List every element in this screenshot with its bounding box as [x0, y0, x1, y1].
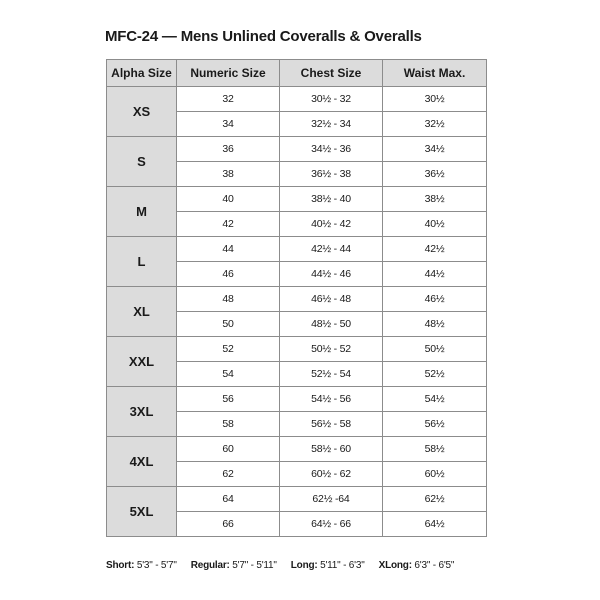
page-title: MFC-24 — Mens Unlined Coveralls & Overalls [105, 28, 422, 45]
header-alpha-size: Alpha Size [107, 60, 177, 87]
alpha-size-cell: 4XL [107, 437, 177, 487]
table-row [107, 487, 487, 512]
numeric-size-cell: 52 [177, 337, 280, 362]
table-row [107, 437, 487, 462]
size-chart-table [106, 59, 487, 537]
chest-size-cell: 56½ - 58 [280, 412, 383, 437]
waist-max-cell: 30½ [383, 87, 487, 112]
waist-max-cell: 48½ [383, 312, 487, 337]
inseam-legend-label: XLong: [378, 560, 412, 571]
waist-max-cell: 52½ [383, 362, 487, 387]
alpha-size-cell: 5XL [107, 487, 177, 537]
chest-size-cell: 52½ - 54 [280, 362, 383, 387]
waist-max-cell: 64½ [383, 512, 487, 537]
numeric-size-cell: 32 [177, 87, 280, 112]
chest-size-cell: 32½ - 34 [280, 112, 383, 137]
numeric-size-cell: 38 [177, 162, 280, 187]
table-row [107, 87, 487, 112]
waist-max-cell: 40½ [383, 212, 487, 237]
table-row [107, 137, 487, 162]
inseam-legend-label: Regular: [190, 560, 230, 571]
waist-max-cell: 38½ [383, 187, 487, 212]
numeric-size-cell: 50 [177, 312, 280, 337]
chest-size-cell: 46½ - 48 [280, 287, 383, 312]
chest-size-cell: 48½ - 50 [280, 312, 383, 337]
waist-max-cell: 54½ [383, 387, 487, 412]
numeric-size-cell: 48 [177, 287, 280, 312]
waist-max-cell: 36½ [383, 162, 487, 187]
alpha-size-cell: XXL [107, 337, 177, 387]
chest-size-cell: 40½ - 42 [280, 212, 383, 237]
chest-size-cell: 42½ - 44 [280, 237, 383, 262]
chest-size-cell: 50½ - 52 [280, 337, 383, 362]
waist-max-cell: 60½ [383, 462, 487, 487]
chest-size-cell: 30½ - 32 [280, 87, 383, 112]
alpha-size-cell: L [107, 237, 177, 287]
waist-max-cell: 50½ [383, 337, 487, 362]
chest-size-cell: 38½ - 40 [280, 187, 383, 212]
waist-max-cell: 46½ [383, 287, 487, 312]
waist-max-cell: 34½ [383, 137, 487, 162]
chest-size-cell: 44½ - 46 [280, 262, 383, 287]
inseam-legend [106, 560, 468, 571]
inseam-legend-item [106, 560, 177, 571]
inseam-legend-value: 5'7" - 5'11" [232, 560, 277, 571]
alpha-size-cell: 3XL [107, 387, 177, 437]
inseam-legend-value: 5'11" - 6'3" [320, 560, 365, 571]
numeric-size-cell: 60 [177, 437, 280, 462]
chest-size-cell: 34½ - 36 [280, 137, 383, 162]
numeric-size-cell: 56 [177, 387, 280, 412]
inseam-legend-label: Short: [106, 560, 135, 571]
numeric-size-cell: 58 [177, 412, 280, 437]
inseam-legend-value: 5'3" - 5'7" [136, 560, 177, 571]
inseam-legend-item [291, 560, 365, 571]
table-row [107, 237, 487, 262]
numeric-size-cell: 54 [177, 362, 280, 387]
waist-max-cell: 62½ [383, 487, 487, 512]
table-row [107, 287, 487, 312]
numeric-size-cell: 36 [177, 137, 280, 162]
inseam-legend-label: Long: [290, 560, 318, 571]
numeric-size-cell: 62 [177, 462, 280, 487]
numeric-size-cell: 64 [177, 487, 280, 512]
numeric-size-cell: 46 [177, 262, 280, 287]
inseam-legend-item [379, 560, 455, 571]
table-header-row [107, 60, 487, 87]
alpha-size-cell: M [107, 187, 177, 237]
inseam-legend-value: 6'3" - 6'5" [414, 560, 455, 571]
inseam-legend-item [191, 560, 277, 571]
alpha-size-cell: XS [107, 87, 177, 137]
chest-size-cell: 60½ - 62 [280, 462, 383, 487]
table-row [107, 187, 487, 212]
numeric-size-cell: 40 [177, 187, 280, 212]
table-body [107, 87, 487, 537]
chest-size-cell: 54½ - 56 [280, 387, 383, 412]
waist-max-cell: 32½ [383, 112, 487, 137]
numeric-size-cell: 34 [177, 112, 280, 137]
chest-size-cell: 62½ -64 [280, 487, 383, 512]
numeric-size-cell: 42 [177, 212, 280, 237]
numeric-size-cell: 44 [177, 237, 280, 262]
waist-max-cell: 58½ [383, 437, 487, 462]
table-row [107, 387, 487, 412]
header-numeric-size: Numeric Size [177, 60, 280, 87]
table-row [107, 337, 487, 362]
alpha-size-cell: S [107, 137, 177, 187]
header-waist-max: Waist Max. [383, 60, 487, 87]
alpha-size-cell: XL [107, 287, 177, 337]
chest-size-cell: 36½ - 38 [280, 162, 383, 187]
waist-max-cell: 44½ [383, 262, 487, 287]
header-chest-size: Chest Size [280, 60, 383, 87]
chest-size-cell: 58½ - 60 [280, 437, 383, 462]
waist-max-cell: 42½ [383, 237, 487, 262]
waist-max-cell: 56½ [383, 412, 487, 437]
numeric-size-cell: 66 [177, 512, 280, 537]
chest-size-cell: 64½ - 66 [280, 512, 383, 537]
